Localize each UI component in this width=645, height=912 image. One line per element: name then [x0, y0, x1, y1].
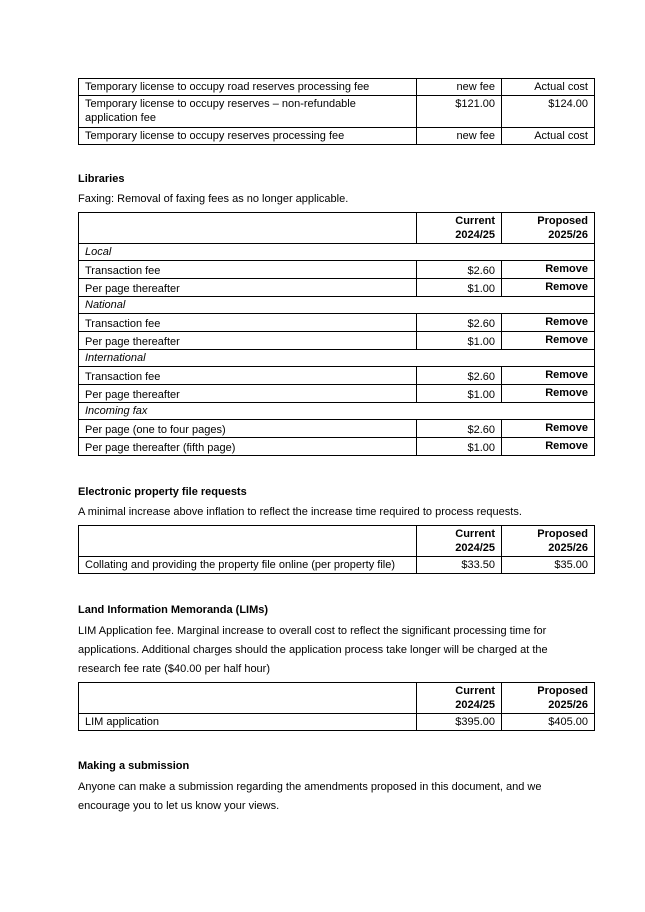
header-blank-cell	[79, 213, 417, 244]
table-row	[79, 332, 595, 350]
column-header-proposed	[502, 683, 595, 714]
current-year: 2024/25	[455, 542, 495, 554]
proposed-fee: $35.00	[502, 557, 595, 574]
libraries-fee-table	[78, 212, 595, 456]
table-row	[79, 714, 595, 731]
lim-intro-line: LIM Application fee. Marginal increase to overall cost to reflect the significant processing time for	[78, 625, 547, 637]
column-header-current	[417, 213, 502, 244]
category-row	[79, 297, 595, 314]
submission-text	[78, 778, 594, 816]
table-row	[79, 96, 595, 128]
category-row	[79, 350, 595, 367]
fee-description: Per page (one to four pages)	[79, 420, 417, 438]
current-fee: $33.50	[417, 557, 502, 574]
table-row	[79, 261, 595, 279]
current-fee: $1.00	[417, 279, 502, 297]
header-blank-cell	[79, 683, 417, 714]
category-label: Local	[79, 244, 595, 261]
submission-text-line: Anyone can make a submission regarding the amendments proposed in this document, and we	[78, 781, 542, 793]
submission-heading: Making a submission	[78, 760, 190, 772]
current-fee: $121.00	[417, 96, 502, 128]
header-blank-cell	[79, 526, 417, 557]
fee-description: Transaction fee	[79, 367, 417, 385]
submission-text-line: encourage you to let us know your views.	[78, 800, 280, 812]
category-row	[79, 403, 595, 420]
property-fee-table	[78, 525, 595, 574]
proposed-fee: Actual cost	[502, 79, 595, 96]
category-row	[79, 244, 595, 261]
fee-description: Temporary license to occupy reserves – non-refundable application fee	[79, 96, 417, 128]
libraries-heading: Libraries	[78, 173, 125, 185]
proposed-fee: Remove	[502, 438, 595, 456]
column-header-current	[417, 683, 502, 714]
current-label: Current	[455, 528, 495, 540]
proposed-fee: Remove	[502, 420, 595, 438]
lim-intro-line: research fee rate ($40.00 per half hour)	[78, 663, 271, 675]
current-fee: $2.60	[417, 314, 502, 332]
proposed-fee: $124.00	[502, 96, 595, 128]
current-fee: $2.60	[417, 261, 502, 279]
proposed-year: 2025/26	[548, 699, 588, 711]
current-fee: $1.00	[417, 332, 502, 350]
table-header-row	[79, 526, 595, 557]
document-page	[78, 78, 594, 816]
lim-intro	[78, 622, 594, 679]
proposed-fee: Actual cost	[502, 128, 595, 145]
current-fee: $395.00	[417, 714, 502, 731]
proposed-fee: Remove	[502, 261, 595, 279]
lim-heading: Land Information Memoranda (LIMs)	[78, 604, 269, 616]
lim-intro-line: applications. Additional charges should the application process take longer will be charged at the	[78, 644, 548, 656]
proposed-label: Proposed	[537, 215, 588, 227]
table-header-row	[79, 683, 595, 714]
property-intro: A minimal increase above inflation to reflect the increase time required to process requests.	[78, 506, 522, 518]
current-year: 2024/25	[455, 699, 495, 711]
proposed-fee: Remove	[502, 332, 595, 350]
table-row	[79, 314, 595, 332]
proposed-year: 2025/26	[548, 542, 588, 554]
current-fee: $1.00	[417, 385, 502, 403]
current-fee: $2.60	[417, 420, 502, 438]
proposed-fee: Remove	[502, 385, 595, 403]
current-year: 2024/25	[455, 229, 495, 241]
fee-description: Temporary license to occupy reserves processing fee	[79, 128, 417, 145]
table-row	[79, 420, 595, 438]
lim-fee-table	[78, 682, 595, 731]
current-fee: $2.60	[417, 367, 502, 385]
fee-description: Temporary license to occupy road reserves processing fee	[79, 79, 417, 96]
table-row	[79, 557, 595, 574]
fee-description: Per page thereafter	[79, 279, 417, 297]
proposed-fee: Remove	[502, 314, 595, 332]
table-header-row	[79, 213, 595, 244]
current-fee: new fee	[417, 79, 502, 96]
fee-description: Transaction fee	[79, 261, 417, 279]
fee-description: Transaction fee	[79, 314, 417, 332]
current-label: Current	[455, 215, 495, 227]
fee-description: Per page thereafter	[79, 332, 417, 350]
column-header-proposed	[502, 526, 595, 557]
libraries-intro: Faxing: Removal of faxing fees as no longer applicable.	[78, 193, 349, 205]
column-header-current	[417, 526, 502, 557]
table-row	[79, 385, 595, 403]
fee-description: Collating and providing the property file online (per property file)	[79, 557, 417, 574]
current-fee: new fee	[417, 128, 502, 145]
fee-description: Per page thereafter (fifth page)	[79, 438, 417, 456]
current-label: Current	[455, 685, 495, 697]
proposed-fee: Remove	[502, 279, 595, 297]
property-heading: Electronic property file requests	[78, 486, 247, 498]
table-row	[79, 367, 595, 385]
proposed-year: 2025/26	[548, 229, 588, 241]
proposed-label: Proposed	[537, 528, 588, 540]
table-row	[79, 128, 595, 145]
proposed-fee: Remove	[502, 367, 595, 385]
column-header-proposed	[502, 213, 595, 244]
proposed-label: Proposed	[537, 685, 588, 697]
fee-description: LIM application	[79, 714, 417, 731]
road-reserves-fee-table	[78, 78, 595, 145]
proposed-fee: $405.00	[502, 714, 595, 731]
table-row	[79, 79, 595, 96]
table-row	[79, 279, 595, 297]
table-row	[79, 438, 595, 456]
current-fee: $1.00	[417, 438, 502, 456]
fee-description: Per page thereafter	[79, 385, 417, 403]
category-label: International	[79, 350, 595, 367]
category-label: Incoming fax	[79, 403, 595, 420]
category-label: National	[79, 297, 595, 314]
